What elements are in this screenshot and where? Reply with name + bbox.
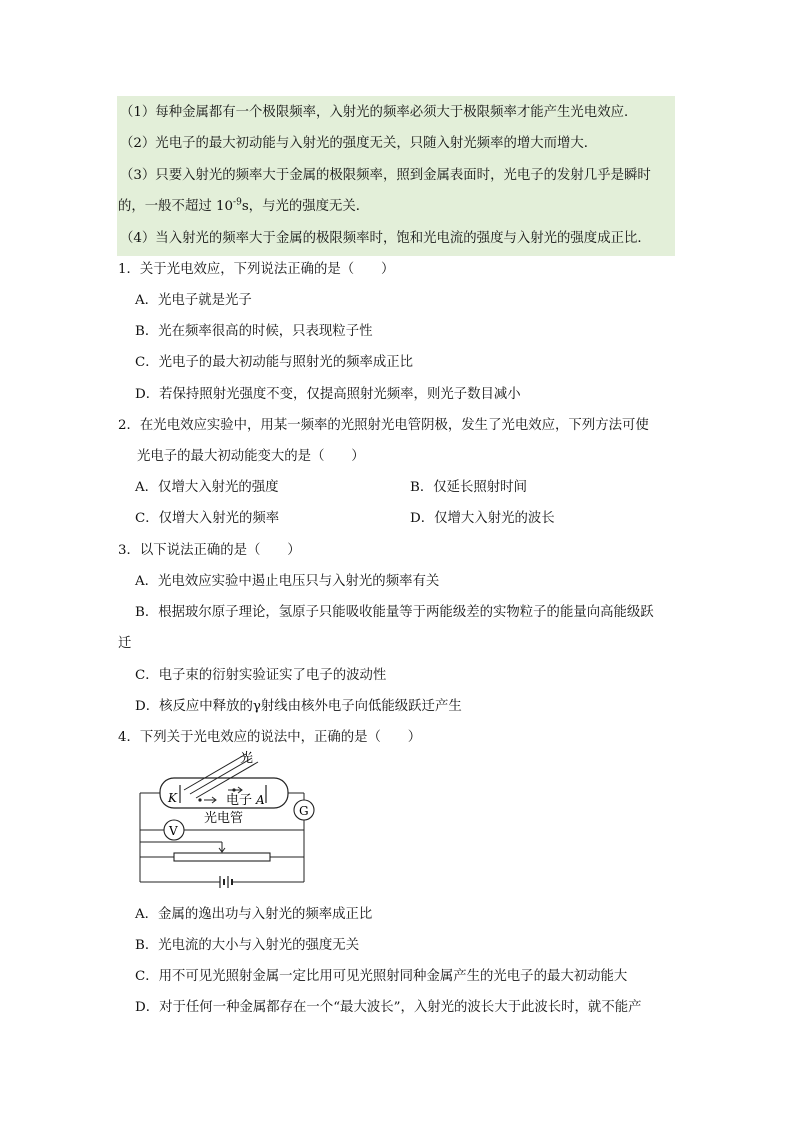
summary-line-3b-pre: 的，一般不超过 10	[118, 199, 234, 214]
q3-option-c: C．电子束的衍射实验证实了电子的波动性	[135, 668, 387, 683]
rheostat-icon	[174, 853, 270, 861]
q3-option-b-line2: 迁	[118, 636, 132, 651]
summary-line-3b-post: s，与光的强度无关．	[241, 199, 370, 214]
q3-option-b-line1: B．根据玻尔原子理论，氢原子只能吸收能量等于两能级差的实物粒子的能量向高能级跃	[135, 605, 654, 620]
phototube-outline	[160, 778, 288, 808]
q1-option-a: A．光电子就是光子	[135, 293, 252, 308]
q2-option-b: B．仅延长照射时间	[410, 480, 527, 495]
summary-line-3a: （3）只要入射光的频率大于金属的极限频率，照到金属表面时，光电子的发射几乎是瞬时	[120, 168, 651, 183]
q1-option-d: D．若保持照射光强度不变，仅提高照射光频率，则光子数目减小	[135, 387, 521, 402]
q1-stem: 1．关于光电效应，下列说法正确的是（ ）	[118, 262, 395, 277]
q3-option-a: A．光电效应实验中遏止电压只与入射光的频率有关	[135, 574, 440, 589]
phototube-label: 光电管	[204, 811, 244, 826]
q3-stem: 3．以下说法正确的是（ ）	[118, 543, 301, 558]
electron-dot-1	[198, 798, 201, 801]
q1-option-c: C．光电子的最大初动能与照射光的频率成正比	[135, 355, 414, 370]
galvanometer-label: G	[299, 804, 309, 818]
summary-exponent: -9	[233, 197, 242, 208]
q2-option-a: A．仅增大入射光的强度	[135, 480, 279, 495]
electron-label: 电子	[226, 793, 253, 808]
q2-option-d: D．仅增大入射光的波长	[410, 511, 555, 526]
summary-line-4: （4）当入射光的频率大于金属的极限频率时，饱和光电流的强度与入射光的强度成正比．	[120, 231, 651, 246]
q4-stem: 4．下列关于光电效应的说法中，正确的是（ ）	[118, 730, 422, 745]
cathode-label: K	[168, 791, 177, 805]
q2-stem-a: 2．在光电效应实验中，用某一频率的光照射光电管阴极，发生了光电效应，下列方法可使	[118, 418, 649, 433]
summary-line-1: （1）每种金属都有一个极限频率，入射光的频率必须大于极限频率才能产生光电效应．	[120, 105, 638, 120]
q4-option-c: C．用不可见光照射金属一定比用可见光照射同种金属产生的光电子的最大初动能大	[135, 969, 628, 984]
anode-label: A	[256, 793, 265, 807]
q1-option-b: B．光在频率很高的时候，只表现粒子性	[135, 324, 373, 339]
light-beam-line-1	[184, 754, 246, 790]
summary-line-3b	[118, 197, 369, 217]
photoelectric-circuit-diagram	[128, 748, 328, 898]
q2-option-c: C．仅增大入射光的频率	[135, 511, 280, 526]
q4-option-a: A．金属的逸出功与入射光的频率成正比	[135, 907, 373, 922]
q2-stem-b: 光电子的最大初动能变大的是（ ）	[137, 449, 365, 464]
q4-option-b: B．光电流的大小与入射光的强度无关	[135, 938, 360, 953]
electron-dot-2	[232, 788, 235, 791]
summary-line-2: （2）光电子的最大初动能与入射光的强度无关，只随入射光频率的增大而增大．	[120, 136, 598, 151]
voltmeter-label: V	[169, 824, 178, 838]
electron-arrow-icon	[204, 797, 216, 803]
q3-option-d: D．核反应中释放的γ射线由核外电子向低能级跃迁产生	[135, 699, 462, 714]
light-label: 光	[240, 751, 254, 766]
q4-option-d: D．对于任何一种金属都存在一个“最大波长”，入射光的波长大于此波长时，就不能产	[135, 1000, 642, 1015]
